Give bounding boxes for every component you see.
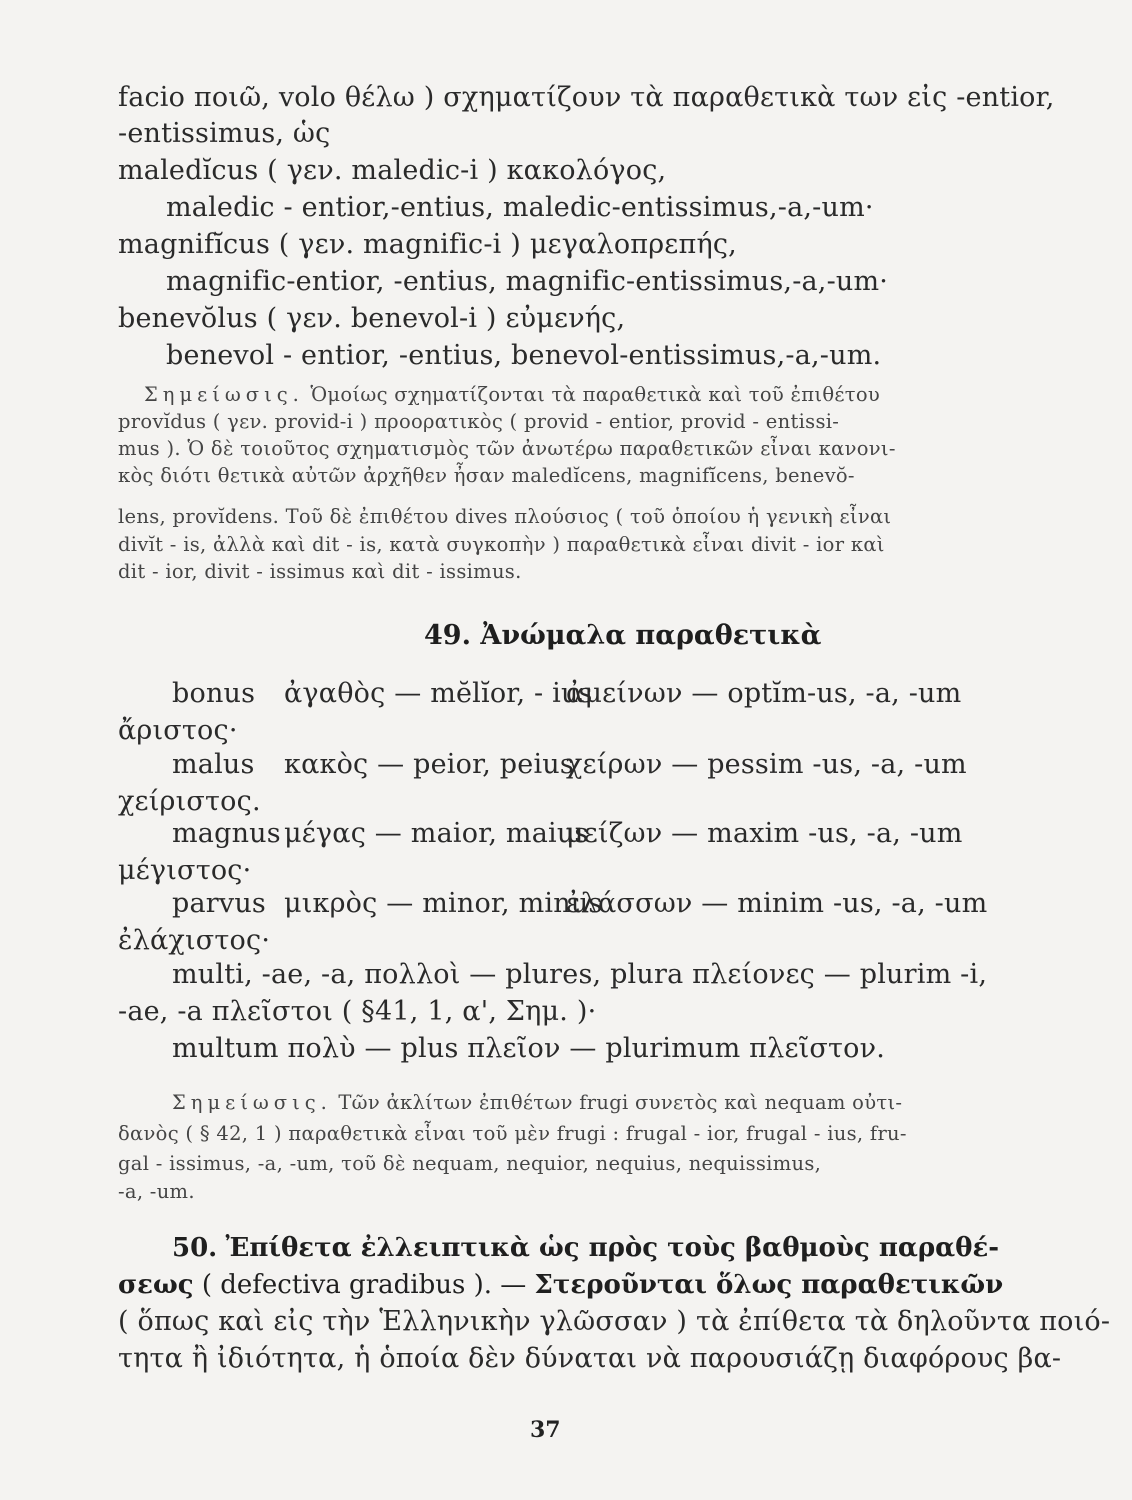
section-heading (424, 620, 821, 651)
note-line: dit - ior, divit - issimus καὶ dit - issimus. (118, 560, 522, 583)
latin-term: ( defectiva gradibus ). (193, 1270, 492, 1300)
text-line: multum πολὺ — plus πλεῖον — plurimum πλεῖστον. (172, 1033, 886, 1064)
section-title: Ἐπίθετα ἐλλειπτικὰ ὡς πρὸς τοὺς βαθμοὺς παραθέ- (225, 1233, 1000, 1263)
row-forms: κακὸς — peior, peius (284, 749, 574, 780)
note-line: gal - issimus, -a, -um, τοῦ δὲ nequam, nequior, nequius, nequissimus, (118, 1152, 822, 1175)
note-text: Ὁμοίως σχηματίζονται τὰ παραθετικὰ καὶ τοῦ ἐπιθέτου (303, 383, 881, 406)
text-line: benevŏlus ( γεν. benevol-i ) εὐμενής, (118, 303, 626, 334)
note-line: δανὸς ( § 42, 1 ) παραθετικὰ εἶναι τοῦ μὲν frugi : frugal - ior, frugal - ius, fru- (118, 1122, 907, 1145)
note-line: -a, -um. (118, 1180, 195, 1203)
section-number: 49. (424, 620, 471, 651)
note-line (144, 383, 880, 406)
row-superlative: ἐλάσσων — minim -us, -a, -um (566, 888, 988, 919)
text-line: ( ὅπως καὶ εἰς τὴν Ἑλληνικὴν γλῶσσαν ) τὰ ἐπίθετα τὰ δηλοῦντα ποιό- (118, 1306, 1111, 1337)
text-line: magnifĭcus ( γεν. magnific-i ) μεγαλοπρεπής, (118, 229, 737, 260)
row-latin: magnus (172, 818, 281, 849)
note-line: divĭt - is, ἀλλὰ καὶ dit - is, κατὰ συγκοπὴν ) παραθετικὰ εἶναι divit - ior καὶ (118, 533, 885, 556)
row-forms: ἀγαθὸς — mĕlĭor, - ius (284, 678, 593, 709)
text-line: -entissimus, ὡς (118, 118, 331, 149)
note-text: Τῶν ἀκλίτων ἐπιθέτων frugi συνετὸς καὶ nequam οὐτι- (331, 1091, 903, 1114)
row-superlative: χείρων — pessim -us, -a, -um (566, 749, 967, 780)
row-greek-superlative: ἄριστος· (118, 715, 238, 746)
section-number: 50. (172, 1233, 218, 1263)
text-line (118, 1270, 1003, 1300)
bold-phrase: Στεροῦνται ὅλως παραθετικῶν (534, 1270, 1004, 1300)
row-superlative: ἀμείνων — optĭm-us, -a, -um (566, 678, 962, 709)
row-greek-superlative: μέγιστος· (118, 855, 252, 886)
text-line: multi, -ae, -a, πολλοὶ — plures, plura πλείονες — plurim -i, (172, 959, 988, 990)
row-greek-superlative: χείριστος. (118, 786, 261, 817)
note-line: provĭdus ( γεν. provid-i ) προορατικὸς ( provid - entior, provid - entissi- (118, 410, 840, 433)
note-line: κὸς διότι θετικὰ αὐτῶν ἀρχῆθεν ἦσαν maledĭcens, magnifĭcens, benevŏ- (118, 464, 855, 487)
note-line (172, 1091, 902, 1114)
row-latin: bonus (172, 678, 256, 709)
page-number: 37 (530, 1417, 561, 1443)
section-title-cont: σεως (118, 1270, 194, 1300)
text-line: τητα ἢ ἰδιότητα, ἡ ὁποία δὲν δύναται νὰ παρουσιάζῃ διαφόρους βα- (118, 1343, 1062, 1374)
row-forms: μέγας — maior, maius (284, 818, 589, 849)
text-line: facio ποιῶ, volo θέλω ) σχηματίζουν τὰ παραθετικὰ των εἰς -entior, (118, 82, 1055, 113)
note-line: lens, provĭdens. Τοῦ δὲ ἐπιθέτου dives πλούσιος ( τοῦ ὁποίου ἡ γενικὴ εἶναι (118, 505, 892, 528)
text-line: maledic - entior,-entius, maledic-entissimus,-a,-um· (166, 192, 874, 223)
row-latin: malus (172, 749, 255, 780)
note-label: Σημείωσις. (172, 1091, 332, 1114)
section-title: Ἀνώμαλα παραθετικὰ (480, 620, 822, 651)
row-forms: μικρὸς — minor, minus (284, 888, 603, 919)
note-line: mus ). Ὁ δὲ τοιοῦτος σχηματισμὸς τῶν ἀνωτέρω παραθετικῶν εἶναι κανονι- (118, 437, 896, 460)
dash: — (492, 1270, 535, 1300)
row-latin: parvus (172, 888, 266, 919)
text-line: -ae, -a πλεῖστοι ( §41, 1, α', Σημ. )· (118, 996, 597, 1027)
row-superlative: μείζων — maxim -us, -a, -um (566, 818, 963, 849)
text-line: maledĭcus ( γεν. maledic-i ) κακολόγος, (118, 155, 667, 186)
note-label: Σημείωσις. (144, 383, 304, 406)
section-heading (172, 1233, 999, 1263)
text-line: magnific-entior, -entius, magnific-entissimus,-a,-um· (166, 266, 889, 297)
text-line: benevol - entior, -entius, benevol-entissimus,-a,-um. (166, 340, 882, 371)
row-greek-superlative: ἐλάχιστος· (118, 925, 271, 956)
